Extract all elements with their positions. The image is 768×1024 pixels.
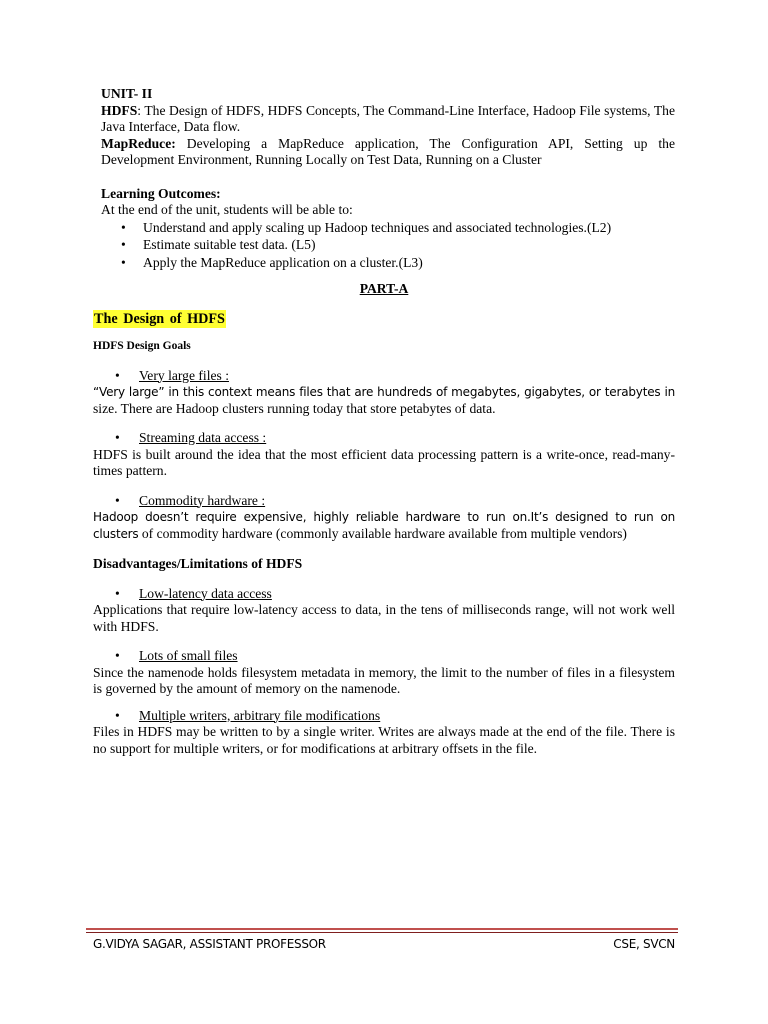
goal-description: Hadoop doesn’t require expensive, highly reliable hardware to run on.It’s designed to run on clusters of commodity hardware (commonly available hardware available from multiple vendors)	[93, 510, 675, 541]
limitation-label: Low-latency data access	[139, 585, 272, 601]
bullet-icon: •	[121, 219, 126, 235]
bullet-icon: •	[115, 430, 120, 445]
list-item: • Apply the MapReduce application on a cluster.(L3)	[121, 254, 423, 270]
mapreduce-topics-text: Developing a MapReduce application, The Configuration API, Setting up the Development Environment, Running Locally on Test Data, Running on a Cluster	[101, 135, 675, 167]
list-item: • Estimate suitable test data. (L5)	[121, 237, 316, 252]
footer-author: G.VIDYA SAGAR, ASSISTANT PROFESSOR	[93, 937, 326, 951]
footer-divider-thin	[86, 932, 678, 933]
goal-label-line	[93, 493, 675, 510]
limitation-description: Since the namenode holds filesystem metadata in memory, the limit to the number of files in a filesystem is governed by the amount of memory on the namenode.	[93, 664, 675, 696]
mapreduce-topics	[101, 136, 675, 169]
highlighted-title: The Design of HDFS	[94, 310, 225, 327]
bullet-icon: •	[115, 707, 120, 723]
unit-title: UNIT- II	[101, 86, 153, 101]
limitation-label-line	[93, 648, 675, 665]
bullet-icon: •	[115, 367, 120, 383]
footer-department: CSE, SVCN	[613, 937, 675, 951]
goal-label-line	[93, 430, 675, 447]
document-page	[93, 86, 675, 757]
hdfs-label: HDFS	[101, 102, 138, 118]
bullet-icon: •	[121, 237, 126, 252]
footer-divider	[86, 928, 678, 930]
goal-description: HDFS is built around the idea that the most efficient data processing pattern is a write-once, read-many-times pattern.	[93, 446, 675, 478]
limitation-description: Applications that require low-latency access to data, in the tens of milliseconds range, will not work well with HDFS.	[93, 602, 675, 634]
goal-label: Very large files :	[139, 367, 229, 383]
goal-label: Commodity hardware :	[139, 492, 266, 508]
learning-outcomes-heading: Learning Outcomes:	[101, 185, 221, 201]
hdfs-topics-text: : The Design of HDFS, HDFS Concepts, The Command-Line Interface, Hadoop File systems, The Java Interface, Data flow.	[101, 102, 675, 134]
design-goals-heading: HDFS Design Goals	[93, 340, 191, 352]
limitation-label: Multiple writers, arbitrary file modifications	[139, 707, 381, 723]
part-a-heading: PART-A	[359, 281, 409, 296]
disadvantages-heading: Disadvantages/Limitations of HDFS	[93, 556, 303, 571]
list-item: • Understand and apply scaling up Hadoop techniques and associated technologies.(L2)	[121, 219, 612, 235]
goal-label: Streaming data access :	[139, 430, 267, 445]
limitation-label: Lots of small files	[139, 648, 238, 663]
limitation-description: Files in HDFS may be written to by a single writer. Writes are always made at the end of the file. There is no support for multiple writers, or for modifications at arbitrary offsets in the file.	[93, 724, 675, 756]
hdfs-topics	[101, 103, 675, 136]
learning-outcomes-list	[93, 220, 675, 272]
limitation-label-line	[93, 586, 675, 603]
bullet-icon: •	[121, 254, 126, 270]
bullet-icon: •	[115, 585, 120, 601]
design-title	[93, 311, 675, 328]
learning-outcomes-intro: At the end of the unit, students will be able to:	[101, 202, 353, 217]
bullet-icon: •	[115, 648, 120, 663]
goal-label-line	[93, 368, 675, 385]
bullet-icon: •	[115, 492, 120, 508]
mapreduce-label: MapReduce:	[101, 135, 176, 151]
goal-description: “Very large” in this context means files that are hundreds of megabytes, gigabytes, or terabytes in size. There are Hadoop clusters running today that store petabytes of data.	[93, 385, 675, 416]
limitation-label-line	[93, 708, 675, 725]
